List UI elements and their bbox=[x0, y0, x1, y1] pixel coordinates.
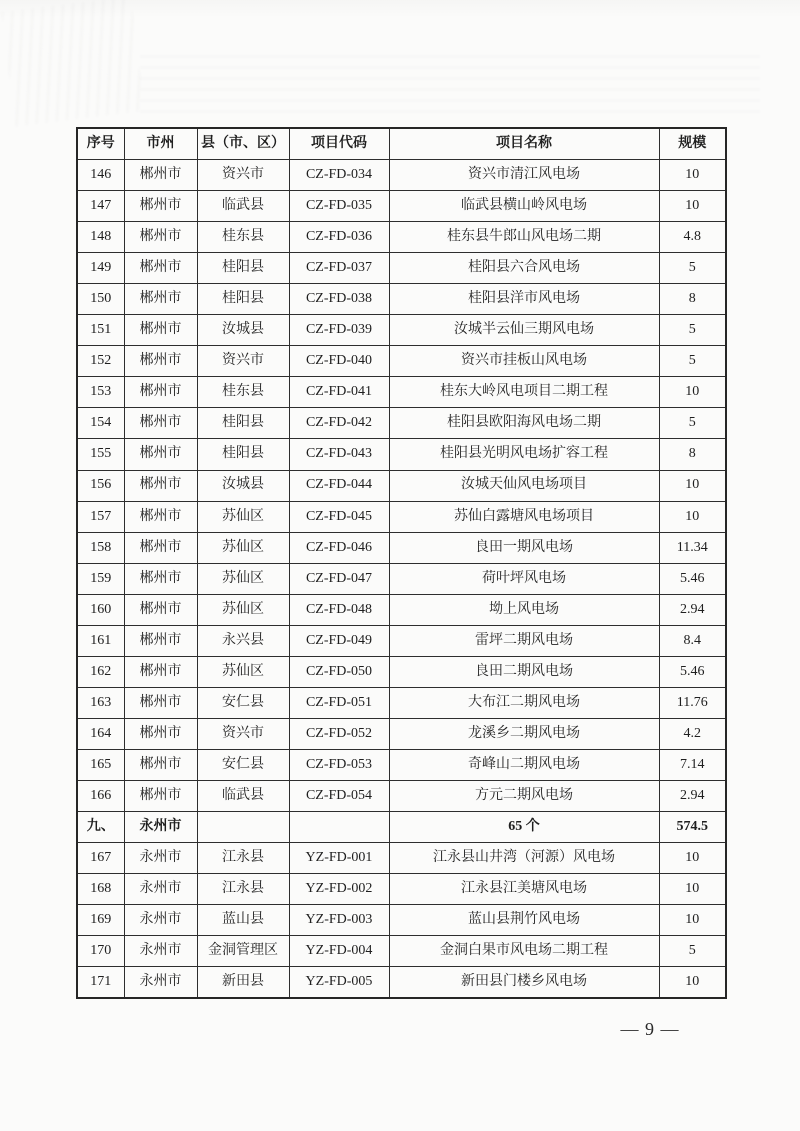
table-cell: 165 bbox=[77, 749, 124, 780]
header-cell-project-name: 项目名称 bbox=[389, 128, 659, 160]
table-cell: 郴州市 bbox=[124, 377, 197, 408]
table-row bbox=[77, 625, 726, 656]
table-cell: 168 bbox=[77, 874, 124, 905]
table-cell: 汝城天仙风电场项目 bbox=[389, 470, 659, 501]
table-cell: 郴州市 bbox=[124, 222, 197, 253]
table-cell: 郴州市 bbox=[124, 315, 197, 346]
page-number: — 9 — bbox=[620, 1019, 680, 1039]
table-cell: 资兴市 bbox=[197, 160, 289, 191]
table-cell: 蓝山县荆竹风电场 bbox=[389, 905, 659, 936]
table-cell: 桂东县 bbox=[197, 377, 289, 408]
table-cell: 汝城县 bbox=[197, 470, 289, 501]
table-cell: 苏仙区 bbox=[197, 594, 289, 625]
table-row bbox=[77, 967, 726, 999]
table-cell: 170 bbox=[77, 936, 124, 967]
table-cell: 临武县 bbox=[197, 191, 289, 222]
table-cell: 新田县 bbox=[197, 967, 289, 999]
table-cell: 资兴市 bbox=[197, 346, 289, 377]
table-cell: 155 bbox=[77, 439, 124, 470]
table-cell: 永州市 bbox=[124, 843, 197, 874]
table-row bbox=[77, 905, 726, 936]
table-cell: 10 bbox=[659, 501, 726, 532]
table-cell: 安仁县 bbox=[197, 749, 289, 780]
table-cell: YZ-FD-002 bbox=[289, 874, 389, 905]
table-row bbox=[77, 936, 726, 967]
table-cell: YZ-FD-003 bbox=[289, 905, 389, 936]
table-cell: 164 bbox=[77, 718, 124, 749]
table-cell: 150 bbox=[77, 284, 124, 315]
table-cell: CZ-FD-041 bbox=[289, 377, 389, 408]
table-cell: 162 bbox=[77, 656, 124, 687]
table-cell: 桂阳县欧阳海风电场二期 bbox=[389, 408, 659, 439]
table-cell: 158 bbox=[77, 532, 124, 563]
table-cell: 2.94 bbox=[659, 780, 726, 811]
table-cell: 郴州市 bbox=[124, 470, 197, 501]
table-cell: 郴州市 bbox=[124, 253, 197, 284]
scan-artifact-band bbox=[140, 55, 760, 115]
table-cell: 郴州市 bbox=[124, 563, 197, 594]
table-cell: CZ-FD-035 bbox=[289, 191, 389, 222]
table-cell bbox=[289, 812, 389, 843]
table-cell: 奇峰山二期风电场 bbox=[389, 749, 659, 780]
table-cell: 10 bbox=[659, 843, 726, 874]
table-cell: 163 bbox=[77, 687, 124, 718]
table-cell: CZ-FD-039 bbox=[289, 315, 389, 346]
table-row bbox=[77, 408, 726, 439]
table-cell: 郴州市 bbox=[124, 780, 197, 811]
table-cell: 郴州市 bbox=[124, 532, 197, 563]
table-cell: CZ-FD-044 bbox=[289, 470, 389, 501]
table-cell: 8 bbox=[659, 284, 726, 315]
table-body bbox=[77, 160, 726, 999]
table-cell: 154 bbox=[77, 408, 124, 439]
table-row bbox=[77, 718, 726, 749]
table-cell: YZ-FD-005 bbox=[289, 967, 389, 999]
table-cell: 8 bbox=[659, 439, 726, 470]
table-row bbox=[77, 749, 726, 780]
table-row bbox=[77, 501, 726, 532]
table-cell: 10 bbox=[659, 191, 726, 222]
table-cell: 10 bbox=[659, 470, 726, 501]
table-cell: 10 bbox=[659, 874, 726, 905]
table-cell: 5.46 bbox=[659, 563, 726, 594]
table-cell: 临武县 bbox=[197, 780, 289, 811]
header-cell-project-code: 项目代码 bbox=[289, 128, 389, 160]
table-cell: 郴州市 bbox=[124, 284, 197, 315]
table-cell: 良田一期风电场 bbox=[389, 532, 659, 563]
table-cell: 146 bbox=[77, 160, 124, 191]
table-cell: 10 bbox=[659, 160, 726, 191]
table-cell: 郴州市 bbox=[124, 687, 197, 718]
table-cell: 郴州市 bbox=[124, 191, 197, 222]
table-cell: 坳上风电场 bbox=[389, 594, 659, 625]
table-cell: 151 bbox=[77, 315, 124, 346]
table-cell: 龙溪乡二期风电场 bbox=[389, 718, 659, 749]
table-cell: 2.94 bbox=[659, 594, 726, 625]
table-cell: 157 bbox=[77, 501, 124, 532]
table-cell: 郴州市 bbox=[124, 501, 197, 532]
table-cell: YZ-FD-001 bbox=[289, 843, 389, 874]
table-cell: 574.5 bbox=[659, 812, 726, 843]
table-cell: 159 bbox=[77, 563, 124, 594]
table-cell bbox=[197, 812, 289, 843]
table-cell: CZ-FD-052 bbox=[289, 718, 389, 749]
subtotal-row bbox=[77, 812, 726, 843]
table-cell: 临武县横山岭风电场 bbox=[389, 191, 659, 222]
table-cell: 10 bbox=[659, 377, 726, 408]
table-row bbox=[77, 874, 726, 905]
table-cell: 永州市 bbox=[124, 936, 197, 967]
table-cell: 大布江二期风电场 bbox=[389, 687, 659, 718]
table-row bbox=[77, 843, 726, 874]
header-cell-scale: 规模 bbox=[659, 128, 726, 160]
table-cell: 桂东大岭风电项目二期工程 bbox=[389, 377, 659, 408]
table-cell: 资兴市清江风电场 bbox=[389, 160, 659, 191]
table-row bbox=[77, 687, 726, 718]
table-cell: 郴州市 bbox=[124, 718, 197, 749]
table-cell: 郴州市 bbox=[124, 160, 197, 191]
table-cell: YZ-FD-004 bbox=[289, 936, 389, 967]
table-cell: 5 bbox=[659, 346, 726, 377]
table-row bbox=[77, 470, 726, 501]
table-row bbox=[77, 439, 726, 470]
table-cell: 10 bbox=[659, 905, 726, 936]
table-cell: 苏仙白露塘风电场项目 bbox=[389, 501, 659, 532]
table-cell: 161 bbox=[77, 625, 124, 656]
table-cell: 郴州市 bbox=[124, 439, 197, 470]
table-cell: 江永县 bbox=[197, 843, 289, 874]
table-cell: 金洞白果市风电场二期工程 bbox=[389, 936, 659, 967]
table-cell: 良田二期风电场 bbox=[389, 656, 659, 687]
table-cell: 桂东县牛郎山风电场二期 bbox=[389, 222, 659, 253]
table-cell: 汝城县 bbox=[197, 315, 289, 346]
table-cell: 永州市 bbox=[124, 874, 197, 905]
table-cell: 桂阳县 bbox=[197, 253, 289, 284]
table-cell: 152 bbox=[77, 346, 124, 377]
table-cell: 166 bbox=[77, 780, 124, 811]
table-cell: 郴州市 bbox=[124, 656, 197, 687]
table-cell: 永州市 bbox=[124, 967, 197, 999]
table-cell: 苏仙区 bbox=[197, 563, 289, 594]
table-cell: CZ-FD-046 bbox=[289, 532, 389, 563]
table-cell: 荷叶坪风电场 bbox=[389, 563, 659, 594]
table-cell: 永州市 bbox=[124, 905, 197, 936]
table-cell: 新田县门楼乡风电场 bbox=[389, 967, 659, 999]
header-row bbox=[77, 128, 726, 160]
scan-artifact-top-left bbox=[1, 0, 144, 126]
table-cell: 7.14 bbox=[659, 749, 726, 780]
table-cell: 江永县江美塘风电场 bbox=[389, 874, 659, 905]
header-cell-county: 县（市、区） bbox=[197, 128, 289, 160]
table-cell: 5 bbox=[659, 936, 726, 967]
table-cell: 桂阳县 bbox=[197, 408, 289, 439]
table-cell: 167 bbox=[77, 843, 124, 874]
table-cell: 江永县 bbox=[197, 874, 289, 905]
table-row bbox=[77, 563, 726, 594]
table-row bbox=[77, 532, 726, 563]
table-cell: 安仁县 bbox=[197, 687, 289, 718]
table-cell: 4.2 bbox=[659, 718, 726, 749]
table-row bbox=[77, 780, 726, 811]
table-cell: 171 bbox=[77, 967, 124, 999]
wind-project-table bbox=[76, 127, 727, 999]
table-cell: 153 bbox=[77, 377, 124, 408]
table-cell: 金洞管理区 bbox=[197, 936, 289, 967]
table-cell: CZ-FD-048 bbox=[289, 594, 389, 625]
table-cell: 郴州市 bbox=[124, 346, 197, 377]
table-cell: 郴州市 bbox=[124, 625, 197, 656]
table-cell: 5.46 bbox=[659, 656, 726, 687]
table-cell: CZ-FD-051 bbox=[289, 687, 389, 718]
table-cell: 156 bbox=[77, 470, 124, 501]
table-cell: 九、 bbox=[77, 812, 124, 843]
table-cell: 5 bbox=[659, 253, 726, 284]
table-cell: CZ-FD-049 bbox=[289, 625, 389, 656]
table-cell: 5 bbox=[659, 408, 726, 439]
table-cell: CZ-FD-050 bbox=[289, 656, 389, 687]
table-cell: 147 bbox=[77, 191, 124, 222]
table-row bbox=[77, 594, 726, 625]
table-cell: 8.4 bbox=[659, 625, 726, 656]
header-cell-index: 序号 bbox=[77, 128, 124, 160]
table-cell: 160 bbox=[77, 594, 124, 625]
table-cell: 郴州市 bbox=[124, 594, 197, 625]
table-row bbox=[77, 377, 726, 408]
table-cell: 桂阳县 bbox=[197, 284, 289, 315]
table-cell: 永兴县 bbox=[197, 625, 289, 656]
table-cell: CZ-FD-045 bbox=[289, 501, 389, 532]
table-cell: 苏仙区 bbox=[197, 501, 289, 532]
table-cell: 永州市 bbox=[124, 812, 197, 843]
header-cell-city: 市州 bbox=[124, 128, 197, 160]
table-row bbox=[77, 346, 726, 377]
table-cell: 郴州市 bbox=[124, 749, 197, 780]
table-cell: CZ-FD-040 bbox=[289, 346, 389, 377]
table-cell: 149 bbox=[77, 253, 124, 284]
table-cell: CZ-FD-036 bbox=[289, 222, 389, 253]
table-cell: 方元二期风电场 bbox=[389, 780, 659, 811]
table-cell: 资兴市 bbox=[197, 718, 289, 749]
table-row bbox=[77, 191, 726, 222]
table-cell: 江永县山井湾（河源）风电场 bbox=[389, 843, 659, 874]
table-cell: 资兴市挂板山风电场 bbox=[389, 346, 659, 377]
table-cell: 148 bbox=[77, 222, 124, 253]
table-cell: 蓝山县 bbox=[197, 905, 289, 936]
table-cell: 郴州市 bbox=[124, 408, 197, 439]
table-header bbox=[77, 128, 726, 160]
table-cell: CZ-FD-034 bbox=[289, 160, 389, 191]
table-cell: 11.34 bbox=[659, 532, 726, 563]
table-cell: 雷坪二期风电场 bbox=[389, 625, 659, 656]
table-cell: CZ-FD-037 bbox=[289, 253, 389, 284]
table-cell: CZ-FD-047 bbox=[289, 563, 389, 594]
table-cell: 桂阳县 bbox=[197, 439, 289, 470]
table-cell: 桂阳县光明风电场扩容工程 bbox=[389, 439, 659, 470]
table-cell: 汝城半云仙三期风电场 bbox=[389, 315, 659, 346]
table-row bbox=[77, 284, 726, 315]
table-row bbox=[77, 656, 726, 687]
table-row bbox=[77, 222, 726, 253]
table-cell: 桂阳县洋市风电场 bbox=[389, 284, 659, 315]
table-cell: 169 bbox=[77, 905, 124, 936]
table-cell: CZ-FD-038 bbox=[289, 284, 389, 315]
table-cell: CZ-FD-043 bbox=[289, 439, 389, 470]
table-row bbox=[77, 315, 726, 346]
table-cell: 65 个 bbox=[389, 812, 659, 843]
table-cell: 桂阳县六合风电场 bbox=[389, 253, 659, 284]
table-cell: 苏仙区 bbox=[197, 656, 289, 687]
table-cell: 苏仙区 bbox=[197, 532, 289, 563]
table-cell: 4.8 bbox=[659, 222, 726, 253]
table-cell: 11.76 bbox=[659, 687, 726, 718]
table-cell: CZ-FD-054 bbox=[289, 780, 389, 811]
table-row bbox=[77, 253, 726, 284]
table-row bbox=[77, 160, 726, 191]
table-cell: CZ-FD-053 bbox=[289, 749, 389, 780]
table-cell: 5 bbox=[659, 315, 726, 346]
table-cell: 桂东县 bbox=[197, 222, 289, 253]
table-cell: 10 bbox=[659, 967, 726, 999]
table-cell: CZ-FD-042 bbox=[289, 408, 389, 439]
